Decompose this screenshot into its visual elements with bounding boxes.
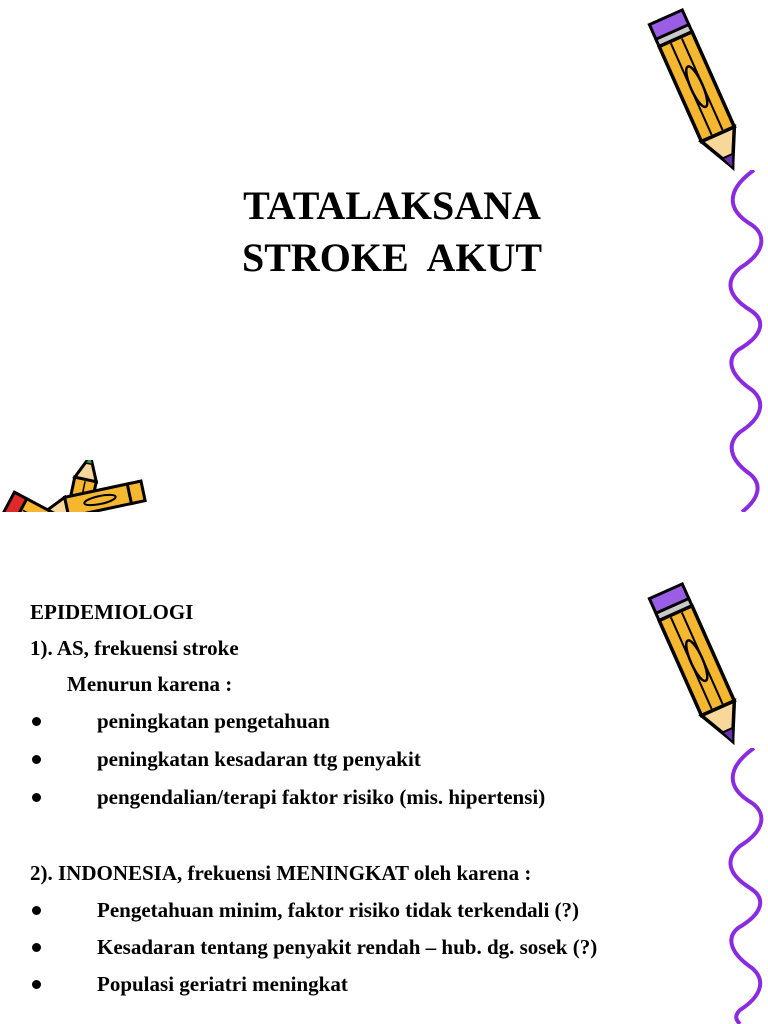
content-slide [0,512,768,1024]
bullet-icon [32,793,41,802]
wavy-line-decoration [726,748,766,1024]
list-item-text: pengendalian/terapi faktor risiko (mis. hipertensi) [97,785,546,809]
section-1-subtitle: Menurun karena : [67,672,233,696]
bullet-icon [32,943,41,952]
pencil-clipart-icon [640,2,760,187]
list-item-text: Populasi geriatri meningkat [97,972,348,996]
wavy-line-decoration [726,170,766,512]
list-item-text: Pengetahuan minim, faktor risiko tidak terkendali (?) [97,898,580,922]
slide-title [0,180,768,284]
section-heading: EPIDEMIOLOGI [30,600,194,624]
pencil-clipart-icon [640,576,760,761]
section-1-title: 1). AS, frekuensi stroke [30,636,239,660]
list-item-text: Kesadaran tentang penyakit rendah – hub. dg. sosek (?) [97,935,598,959]
bullet-icon [32,906,41,915]
title-line-2: STROKE AKUT [241,235,543,280]
bullet-icon [32,717,41,726]
list-item-text: peningkatan pengetahuan [97,709,330,733]
bullet-icon [32,980,41,989]
section-2-title: 2). INDONESIA, frekuensi MENINGKAT oleh karena : [30,861,532,885]
bullet-icon [32,755,41,764]
title-line-1: TATALAKSANA [243,183,541,228]
crossed-pencils-clipart-icon [0,460,160,512]
list-item-text: peningkatan kesadaran ttg penyakit [97,747,421,771]
